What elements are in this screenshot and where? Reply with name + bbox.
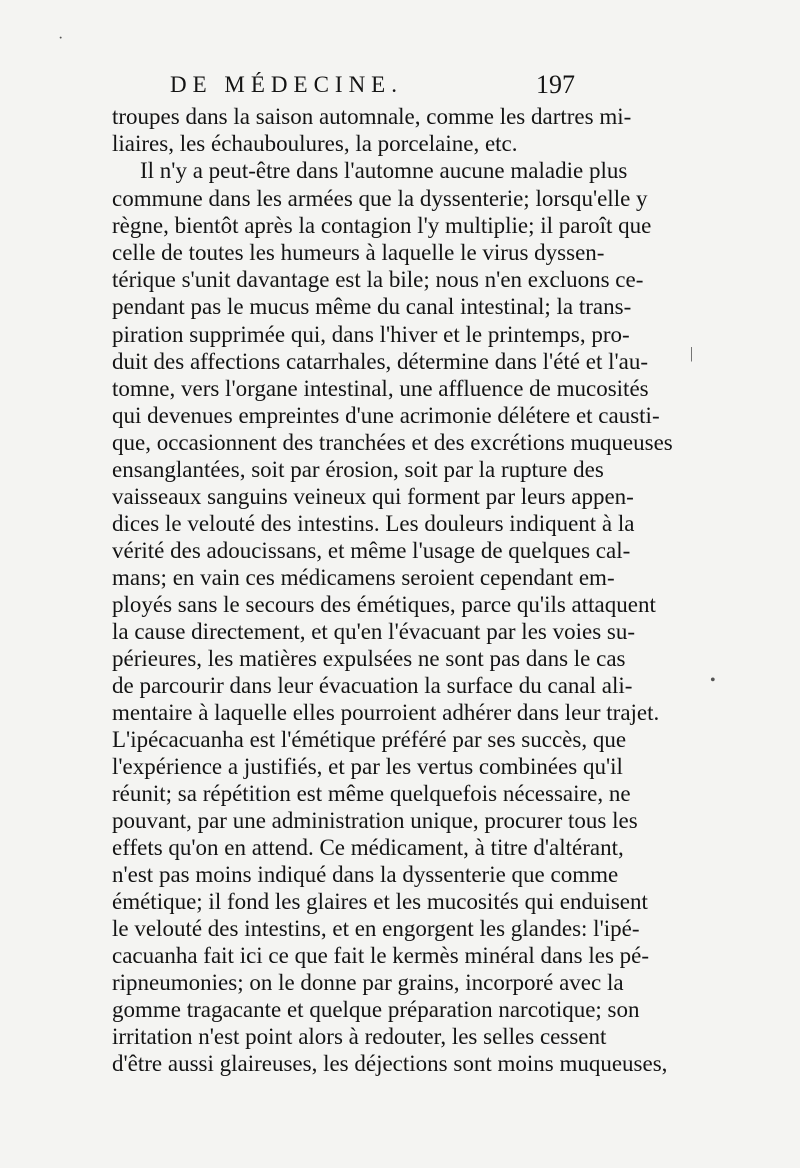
text-line: que, occasionnent des tranchées et des excrétions muqueuses (112, 430, 673, 455)
text-line: le velouté des intestins, et en engorgent les glandes: l'ipé- (112, 916, 640, 941)
text-line: règne, bientôt après la contagion l'y multiplie; il paroît que (112, 213, 652, 238)
text-line: irritation n'est point alors à redouter, les selles cessent (112, 1024, 607, 1049)
text-line: commune dans les armées que la dyssenterie; lorsqu'elle y (112, 186, 648, 211)
text-line: L'ipécacuanha est l'émétique préféré par ses succès, que (112, 727, 627, 752)
text-line: réunit; sa répétition est même quelquefois nécessaire, ne (112, 781, 631, 806)
text-line: liaires, les échauboulures, la porcelaine, etc. (112, 131, 518, 156)
text-line: d'être aussi glaireuses, les déjections sont moins muqueuses, (112, 1051, 668, 1076)
text-line: de parcourir dans leur évacuation la surface du canal ali- (112, 673, 633, 698)
text-line: dices le velouté des intestins. Les douleurs indiquent à la (112, 511, 635, 536)
text-line: vérité des adoucissans, et même l'usage de quelques cal- (112, 538, 631, 563)
text-line: troupes dans la saison automnale, comme les dartres mi- (112, 104, 632, 129)
text-line: pendant pas le mucus même du canal intestinal; la trans- (112, 294, 632, 319)
text-line: la cause directement, et qu'en l'évacuant par les voies su- (112, 619, 636, 644)
page-header (0, 68, 800, 104)
text-line: mans; en vain ces médicamens seroient cependant em- (112, 565, 615, 590)
margin-dot: | (690, 345, 694, 362)
text-line: effets qu'on en attend. Ce médicament, à titre d'altérant, (112, 835, 624, 860)
text-line: piration supprimée qui, dans l'hiver et le printemps, pro- (112, 322, 630, 347)
text-line: ripneumonies; on le donne par grains, incorporé avec la (112, 970, 624, 995)
text-line: gomme tragacante et quelque préparation narcotique; son (112, 997, 640, 1022)
text-line: n'est pas moins indiqué dans la dyssenterie que comme (112, 862, 619, 887)
text-line: émétique; il fond les glaires et les mucosités qui enduisent (112, 889, 648, 914)
text-line: qui devenues empreintes d'une acrimonie délétere et causti- (112, 403, 660, 428)
text-line: duit des affections catarrhales, détermine dans l'été et l'au- (112, 349, 648, 374)
text-line: tomne, vers l'organe intestinal, une affluence de mucosités (112, 376, 649, 401)
text-line: celle de toutes les humeurs à laquelle le virus dyssen- (112, 240, 605, 265)
text-line: Il n'y a peut-être dans l'automne aucune maladie plus (140, 158, 628, 183)
text-line: ployés sans le secours des émétiques, parce qu'ils attaquent (112, 592, 656, 617)
text-line: périeures, les matières expulsées ne sont pas dans le cas (112, 646, 626, 671)
running-head: DE MÉDECINE. (170, 72, 403, 97)
text-line: vaisseaux sanguins veineux qui forment par leurs appen- (112, 484, 634, 509)
text-line: mentaire à laquelle elles pourroient adhérer dans leur trajet. (112, 700, 660, 725)
margin-dot: · (58, 30, 64, 47)
text-line: l'expérience a justifiés, et par les vertus combinées qu'il (112, 754, 623, 779)
text-line: pouvant, par une administration unique, procurer tous les (112, 808, 638, 833)
page-number: 197 (536, 70, 575, 99)
text-line: ensanglantées, soit par érosion, soit par la rupture des (112, 457, 604, 482)
text-line: térique s'unit davantage est la bile; nous n'en excluons ce- (112, 267, 644, 292)
text-line: cacuanha fait ici ce que fait le kermès minéral dans les pé- (112, 943, 650, 968)
margin-dot: • (710, 672, 716, 689)
